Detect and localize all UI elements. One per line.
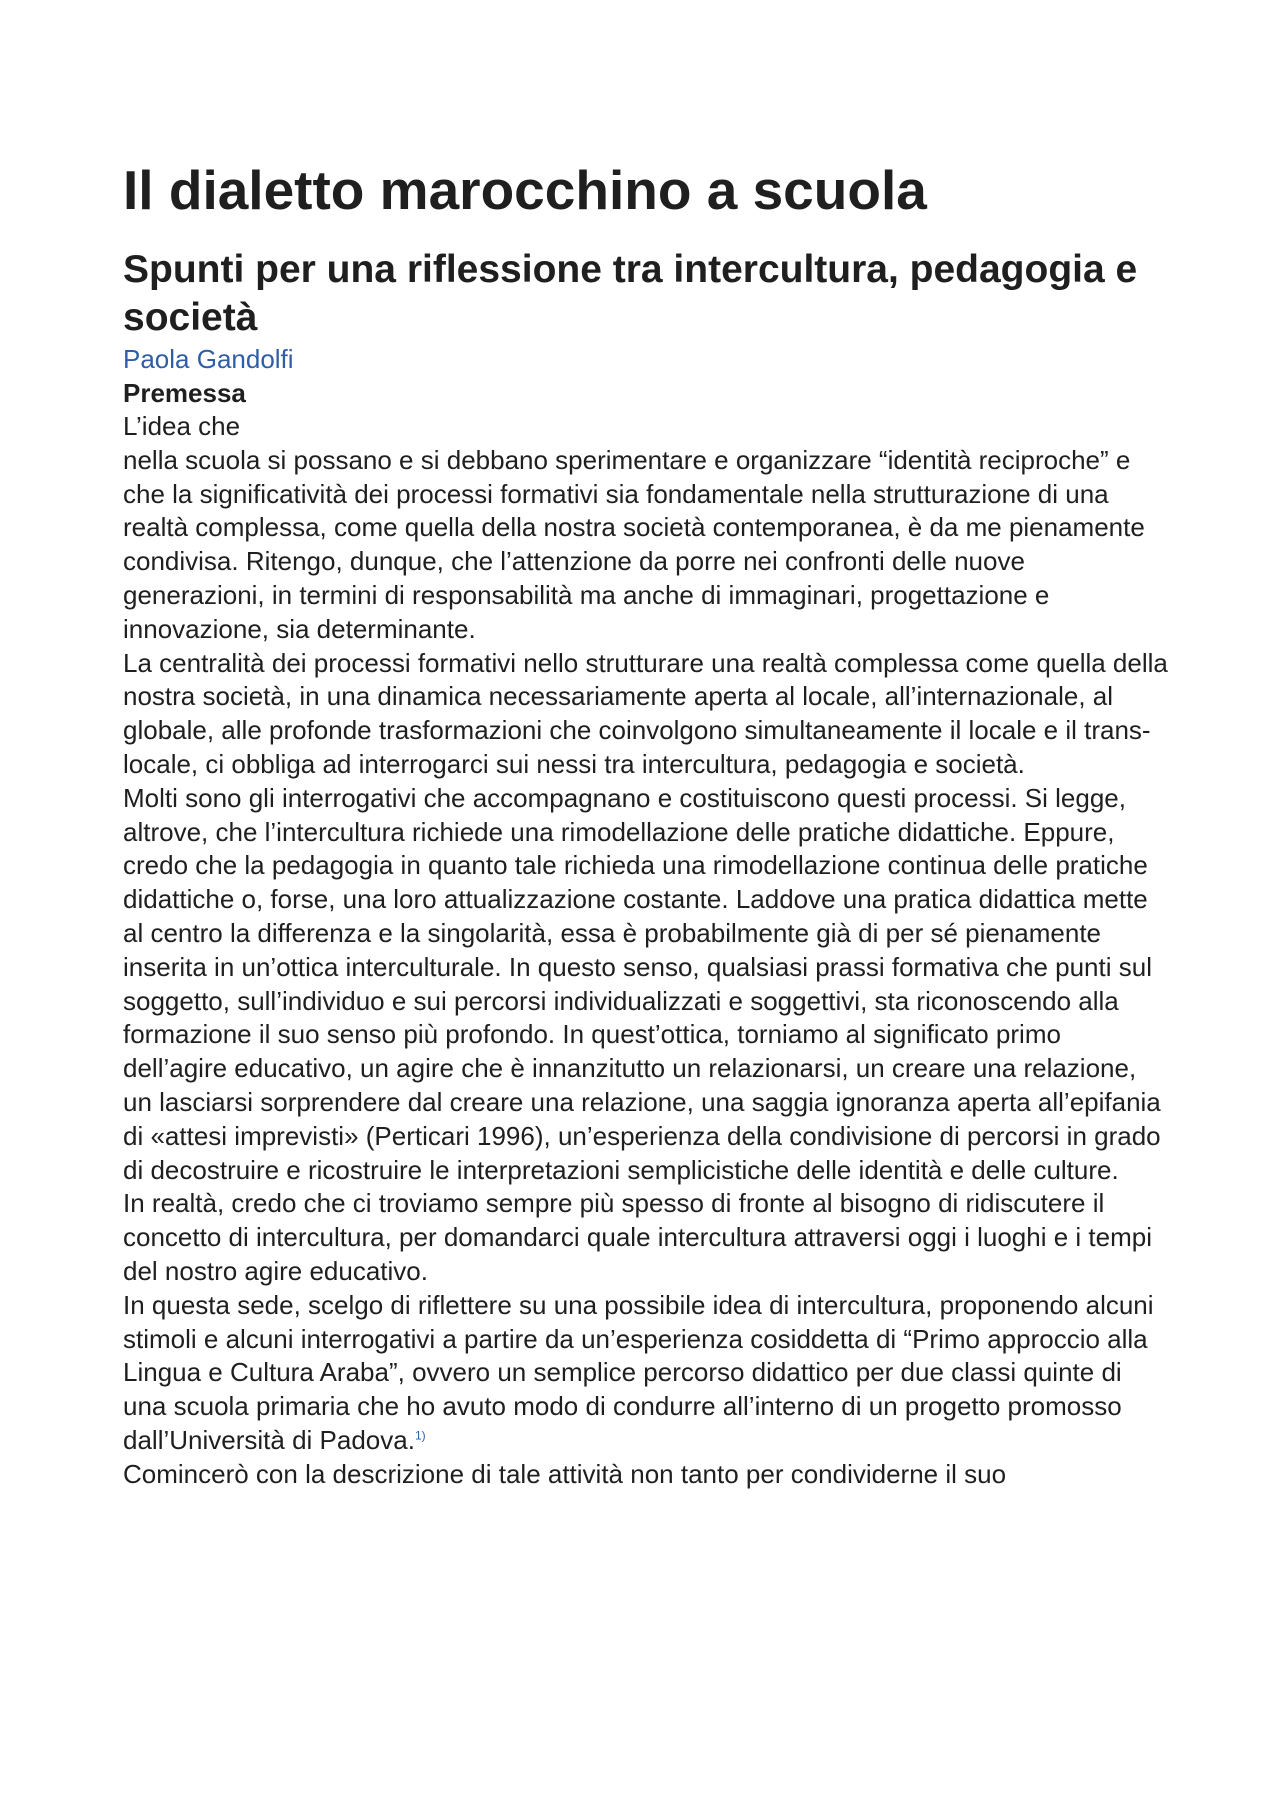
lead-text: L’idea che <box>123 411 241 441</box>
article-title: Il dialetto marocchino a scuola <box>123 159 927 221</box>
paragraph: La centralità dei processi formativi nello strutturare una realtà complessa come quella della nostra società, in una dinamica necessariamente aperta al locale, all’internazionale, al globale, alle profonde trasformazioni che coinvolgono simultaneamente il locale e il trans-locale, ci obbliga ad interrogarci sui nessi tra intercultura, pedagogia e società. <box>123 647 1168 779</box>
paragraph-with-footnote <box>123 1289 1168 1458</box>
paragraph: In realtà, credo che ci troviamo sempre più spesso di fronte al bisogno di ridiscutere il concetto di intercultura, per domandarci quale intercultura attraversi oggi i luoghi e i tempi del nostro agire educativo. <box>123 1188 1152 1286</box>
document-page <box>123 150 1168 1492</box>
paragraph-text: In questa sede, scelgo di riflettere su una possibile idea di intercultura, proponendo alcuni stimoli e alcuni interrogativi a partire da un’esperienza cosiddetta di “Primo approccio alla Lingua e Cultura Araba”, ovvero un semplice percorso didattico per due classi quinte di una scuola primaria che ho avuto modo di condurre all’interno di un progetto promosso dall’Università di Padova. <box>123 1289 1154 1455</box>
section-heading: Premessa <box>123 378 246 408</box>
author-link[interactable]: Paola Gandolfi <box>123 344 294 374</box>
footnote-marker[interactable]: 1) <box>414 1428 426 1443</box>
paragraph-continuation: Comincerò con la descrizione di tale attività non tanto per condividerne il suo <box>123 1458 1007 1489</box>
article-subtitle: Spunti per una riflessione tra intercultura, pedagogia e società <box>123 248 1138 339</box>
paragraph: Molti sono gli interrogativi che accompagnano e costituiscono questi processi. Si legge, altrove, che l’intercultura richiede una rimodellazione delle pratiche didattiche. Eppure, credo che la pedagogia in quanto tale richieda una rimodellazione continua delle pratiche didattiche o, forse, una loro attualizzazione costante. Laddove una pratica didattica mette al centro la differenza e la singolarità, essa è probabilmente già di per sé pienamente inserita in un’ottica interculturale. In questo senso, qualsiasi prassi formativa che punti sul soggetto, sull’individuo e sui percorsi individualizzati e soggettivi, sta riconoscendo alla formazione il suo senso più profondo. In quest’ottica, torniamo al significato primo dell’agire educativo, un agire che è innanzitutto un relazionarsi, un creare una relazione, un lasciarsi sorprendere dal creare una relazione, una saggia ignoranza aperta all’epifania di «attesi imprevisti» (Perticari 1996), un’esperienza della condivisione di percorsi in grado di decostruire e ricostruire le interpretazioni semplicistiche delle identità e delle culture. <box>123 782 1161 1185</box>
paragraph: nella scuola si possano e si debbano sperimentare e organizzare “identità reciproche” e che la significatività dei processi formativi sia fondamentale nella strutturazione di una realtà complessa, come quella della nostra società contemporanea, è da me pienamente condivisa. Ritengo, dunque, che l’attenzione da porre nei confronti delle nuove generazioni, in termini di responsabilità ma anche di immaginari, progettazione e innovazione, sia determinante. <box>123 444 1145 644</box>
